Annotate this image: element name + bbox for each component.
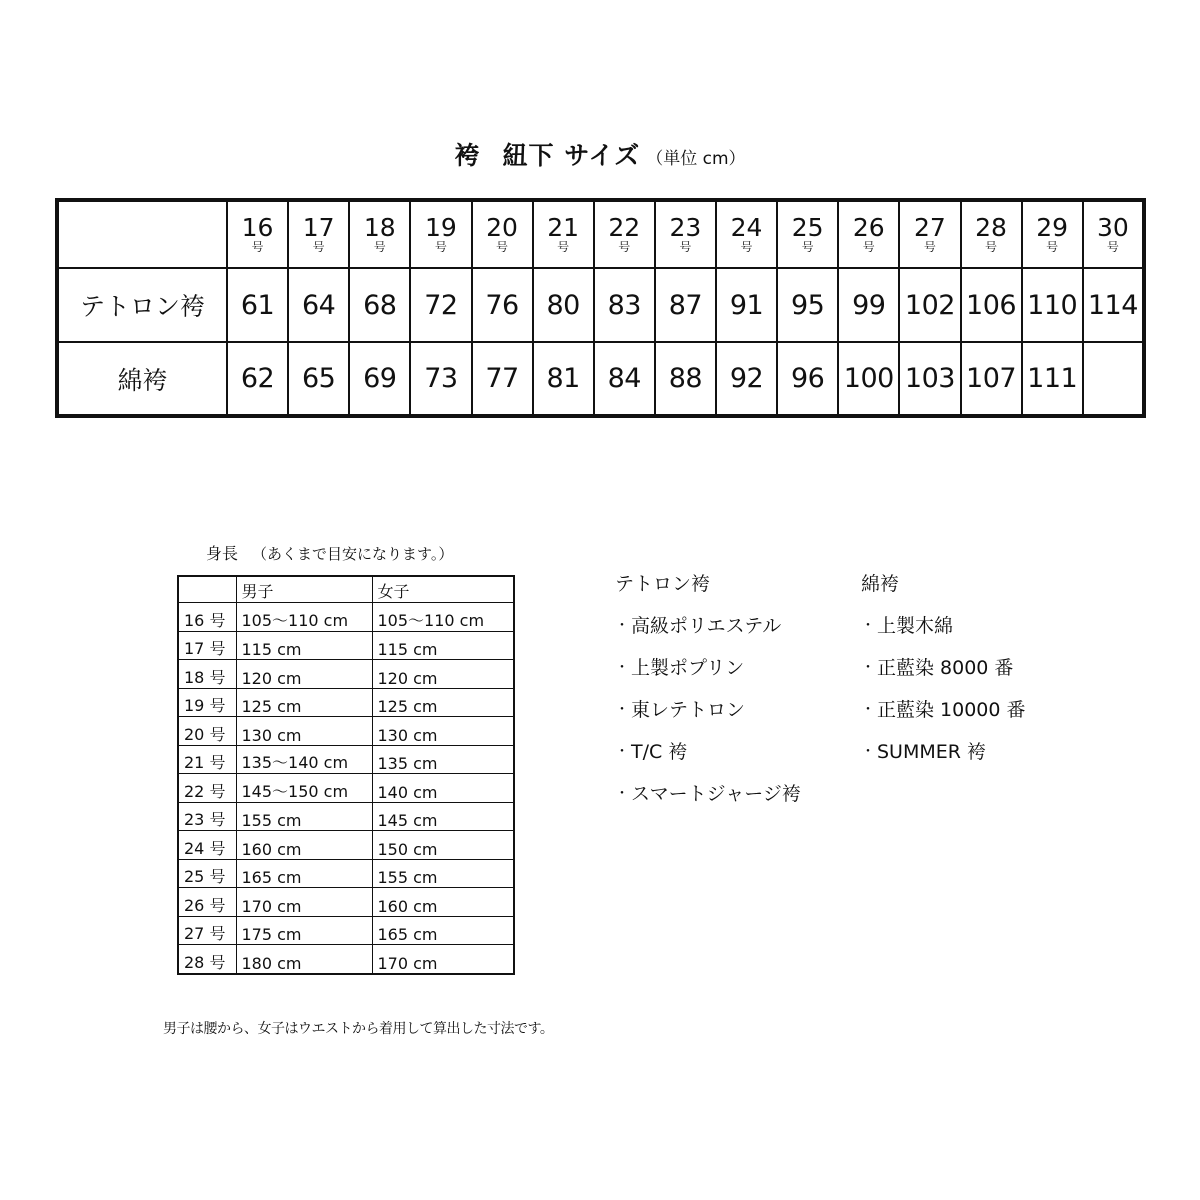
female-height-cell: 115 cm [372, 631, 514, 660]
cotton-materials-list [861, 570, 1026, 780]
length-cell: 76 [472, 268, 533, 342]
size-cell: 18 号 [178, 660, 236, 689]
female-height-cell: 170 cm [372, 945, 514, 974]
male-height-cell: 155 cm [236, 802, 372, 831]
size-header-cell: 29 号 [1022, 200, 1083, 268]
length-cell: 88 [655, 342, 716, 416]
male-height-cell: 180 cm [236, 945, 372, 974]
table-row [178, 660, 514, 689]
female-height-cell: 150 cm [372, 831, 514, 860]
length-cell: 62 [227, 342, 288, 416]
length-cell: 72 [410, 268, 471, 342]
table-row [178, 916, 514, 945]
size-header-cell: 28 号 [961, 200, 1022, 268]
length-cell: 100 [838, 342, 899, 416]
table-row [178, 831, 514, 860]
size-cell: 25 号 [178, 859, 236, 888]
length-cell: 107 [961, 342, 1022, 416]
cotton-hakama-row [57, 342, 1144, 416]
length-cell: 61 [227, 268, 288, 342]
male-height-cell: 160 cm [236, 831, 372, 860]
female-height-cell: 145 cm [372, 802, 514, 831]
length-cell: 73 [410, 342, 471, 416]
female-height-cell: 160 cm [372, 888, 514, 917]
size-header-cell: 19 号 [410, 200, 471, 268]
list-item: ・ SUMMER 袴 [861, 738, 1026, 780]
male-height-cell: 115 cm [236, 631, 372, 660]
length-cell: 110 [1022, 268, 1083, 342]
length-cell: 106 [961, 268, 1022, 342]
height-caption [206, 541, 453, 564]
size-cell: 19 号 [178, 688, 236, 717]
row-label-cotton: 綿袴 [57, 342, 227, 416]
table-row [178, 802, 514, 831]
length-cell: 102 [899, 268, 960, 342]
length-cell: 80 [533, 268, 594, 342]
table-row [178, 603, 514, 632]
table-row [178, 631, 514, 660]
length-cell: 65 [288, 342, 349, 416]
length-cell-empty [1083, 342, 1144, 416]
height-header-row [178, 576, 514, 603]
bullet-icon: ・ [615, 744, 629, 760]
female-height-cell: 125 cm [372, 688, 514, 717]
length-cell: 96 [777, 342, 838, 416]
height-footnote: 男子は腰から、女子はウエストから着用して算出した寸法です。 [163, 1021, 554, 1037]
female-height-cell: 130 cm [372, 717, 514, 746]
list-item: ・ 上製木綿 [861, 612, 1026, 654]
size-header-cell: 16 号 [227, 200, 288, 268]
title-main: 紐下 サイズ [502, 141, 641, 170]
female-height-cell: 165 cm [372, 916, 514, 945]
list-item: ・ 正藍染 10000 番 [861, 696, 1026, 738]
size-header-cell: 24 号 [716, 200, 777, 268]
male-height-cell: 145～150 cm [236, 774, 372, 803]
length-cell: 99 [838, 268, 899, 342]
length-cell: 111 [1022, 342, 1083, 416]
height-guide-table [177, 575, 515, 975]
male-height-cell: 170 cm [236, 888, 372, 917]
size-cell: 22 号 [178, 774, 236, 803]
length-cell: 114 [1083, 268, 1144, 342]
length-cell: 84 [594, 342, 655, 416]
bullet-icon: ・ [615, 786, 629, 802]
size-cell: 21 号 [178, 745, 236, 774]
height-title: 身長 [206, 544, 239, 563]
table-row [178, 745, 514, 774]
list-item: ・ スマートジャージ袴 [615, 780, 801, 822]
female-height-cell: 135 cm [372, 745, 514, 774]
size-header-cell: 20 号 [472, 200, 533, 268]
size-header-cell: 22 号 [594, 200, 655, 268]
size-cell: 26 号 [178, 888, 236, 917]
length-cell: 77 [472, 342, 533, 416]
size-cell: 17 号 [178, 631, 236, 660]
length-cell: 81 [533, 342, 594, 416]
length-cell: 91 [716, 268, 777, 342]
length-cell: 95 [777, 268, 838, 342]
bullet-icon: ・ [861, 660, 875, 676]
length-cell: 83 [594, 268, 655, 342]
size-cell: 28 号 [178, 945, 236, 974]
length-cell: 103 [899, 342, 960, 416]
female-height-cell: 105～110 cm [372, 603, 514, 632]
list-item: ・ 高級ポリエステル [615, 612, 801, 654]
bullet-icon: ・ [861, 744, 875, 760]
table-row [178, 688, 514, 717]
length-cell: 92 [716, 342, 777, 416]
size-cell: 27 号 [178, 916, 236, 945]
row-label-tetron: テトロン袴 [57, 268, 227, 342]
length-cell: 64 [288, 268, 349, 342]
size-cell: 16 号 [178, 603, 236, 632]
height-header-female: 女子 [372, 576, 514, 603]
size-header-cell: 27 号 [899, 200, 960, 268]
corner-cell [57, 200, 227, 268]
title-garment: 袴 [454, 141, 481, 170]
male-height-cell: 105～110 cm [236, 603, 372, 632]
cotton-materials-heading: 綿袴 [861, 573, 900, 595]
tetron-materials-heading: テトロン袴 [615, 573, 711, 595]
length-cell: 69 [349, 342, 410, 416]
hakama-length-table [55, 198, 1146, 418]
female-height-cell: 140 cm [372, 774, 514, 803]
male-height-cell: 120 cm [236, 660, 372, 689]
bullet-icon: ・ [615, 702, 629, 718]
male-height-cell: 125 cm [236, 688, 372, 717]
size-header-cell: 23 号 [655, 200, 716, 268]
size-cell: 20 号 [178, 717, 236, 746]
table-row [178, 717, 514, 746]
female-height-cell: 120 cm [372, 660, 514, 689]
bullet-icon: ・ [861, 618, 875, 634]
size-header-cell: 17 号 [288, 200, 349, 268]
length-cell: 68 [349, 268, 410, 342]
bullet-icon: ・ [615, 660, 629, 676]
size-header-cell: 26 号 [838, 200, 899, 268]
height-header-male: 男子 [236, 576, 372, 603]
title-unit: （単位 cm） [646, 149, 746, 169]
page-title [0, 136, 1200, 172]
list-item: ・ T/C 袴 [615, 738, 801, 780]
size-cell: 23 号 [178, 802, 236, 831]
size-cell: 24 号 [178, 831, 236, 860]
list-item: ・ 上製ポプリン [615, 654, 801, 696]
size-header-cell: 30 号 [1083, 200, 1144, 268]
male-height-cell: 165 cm [236, 859, 372, 888]
height-note: （あくまで目安になります。） [252, 545, 454, 563]
bullet-icon: ・ [615, 618, 629, 634]
table-row [178, 859, 514, 888]
size-header-cell: 21 号 [533, 200, 594, 268]
male-height-cell: 175 cm [236, 916, 372, 945]
height-header-corner [178, 576, 236, 603]
tetron-hakama-row [57, 268, 1144, 342]
size-header-row [57, 200, 1144, 268]
male-height-cell: 135～140 cm [236, 745, 372, 774]
female-height-cell: 155 cm [372, 859, 514, 888]
size-header-cell: 18 号 [349, 200, 410, 268]
tetron-materials-list [615, 570, 801, 822]
table-row [178, 774, 514, 803]
table-row [178, 945, 514, 974]
size-header-cell: 25 号 [777, 200, 838, 268]
bullet-icon: ・ [861, 702, 875, 718]
list-item: ・ 正藍染 8000 番 [861, 654, 1026, 696]
male-height-cell: 130 cm [236, 717, 372, 746]
list-item: ・ 東レテトロン [615, 696, 801, 738]
length-cell: 87 [655, 268, 716, 342]
table-row [178, 888, 514, 917]
